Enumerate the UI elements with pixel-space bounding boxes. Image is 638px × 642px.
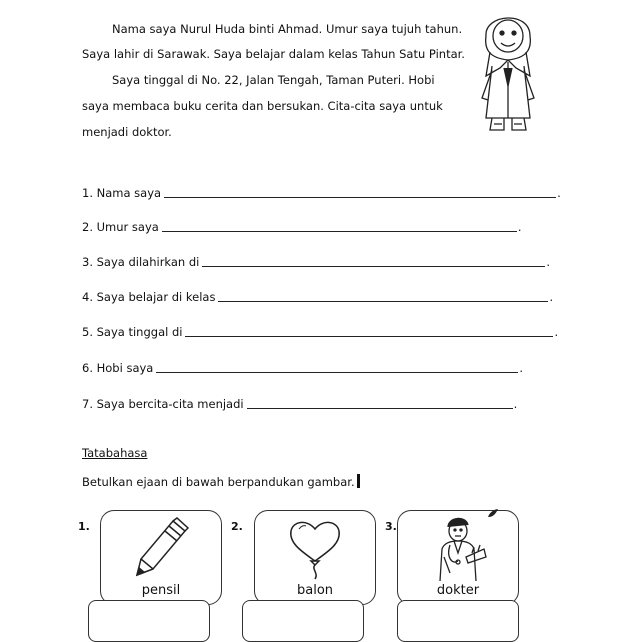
- passage-line-3: Saya tinggal di No. 22, Jalan Tengah, Taman Puteri. Hobi: [112, 73, 435, 87]
- answer-box-2[interactable]: [242, 600, 364, 642]
- passage-line-2: Saya lahir di Sarawak. Saya belajar dalam kelas Tahun Satu Pintar.: [82, 47, 465, 61]
- answer-box-1[interactable]: [88, 600, 210, 642]
- question-5-label: 5. Saya tinggal di: [82, 325, 183, 339]
- picture-card-doctor: [397, 510, 519, 605]
- card-1-number: 1.: [78, 520, 90, 533]
- card-1-word: pensil: [141, 583, 181, 598]
- question-7: 7. Saya bercita-cita menjadi .: [82, 397, 518, 411]
- card-2-word: balon: [296, 583, 334, 598]
- answer-line-2[interactable]: [162, 230, 517, 232]
- answer-line-5[interactable]: [185, 335, 553, 337]
- card-3-number: 3.: [385, 520, 397, 533]
- question-5: 5. Saya tinggal di .: [82, 325, 559, 339]
- question-1: 1. Nama saya .: [82, 186, 561, 200]
- question-4: 4. Saya belajar di kelas .: [82, 290, 554, 304]
- question-6-label: 6. Hobi saya: [82, 361, 154, 375]
- passage-line-5: menjadi doktor.: [82, 125, 172, 139]
- answer-line-1[interactable]: [164, 196, 556, 198]
- answer-box-3[interactable]: [397, 600, 519, 642]
- passage-line-1: Nama saya Nurul Huda binti Ahmad. Umur saya tujuh tahun.: [112, 22, 463, 36]
- question-4-label: 4. Saya belajar di kelas: [82, 290, 216, 304]
- picture-card-pencil: [100, 510, 222, 605]
- pencil-icon: [133, 517, 189, 581]
- card-2-number: 2.: [231, 520, 243, 533]
- question-1-label: 1. Nama saya: [82, 186, 162, 200]
- passage-line-4: saya membaca buku cerita dan bersukan. Cita-cita saya untuk: [82, 99, 443, 113]
- question-3-label: 3. Saya dilahirkan di: [82, 255, 200, 269]
- leaf-doodle-icon: [486, 507, 500, 521]
- answer-line-6[interactable]: [156, 371, 518, 373]
- picture-card-balloon: [254, 510, 376, 605]
- card-3-word: dokter: [436, 583, 480, 598]
- instruction-text: Betulkan ejaan di bawah berpandukan gambar.: [82, 474, 360, 489]
- question-6: 6. Hobi saya .: [82, 361, 524, 375]
- answer-line-3[interactable]: [202, 265, 545, 267]
- balloon-icon: [283, 517, 347, 581]
- section-heading: Tatabahasa: [82, 446, 148, 460]
- answer-line-4[interactable]: [218, 300, 548, 302]
- girl-illustration: [468, 6, 548, 136]
- text-cursor: [357, 474, 360, 488]
- question-7-label: 7. Saya bercita-cita menjadi: [82, 397, 244, 411]
- answer-line-7[interactable]: [247, 407, 513, 409]
- doctor-icon: [430, 513, 494, 583]
- question-2-label: 2. Umur saya: [82, 220, 159, 234]
- question-3: 3. Saya dilahirkan di .: [82, 255, 551, 269]
- question-2: 2. Umur saya .: [82, 220, 522, 234]
